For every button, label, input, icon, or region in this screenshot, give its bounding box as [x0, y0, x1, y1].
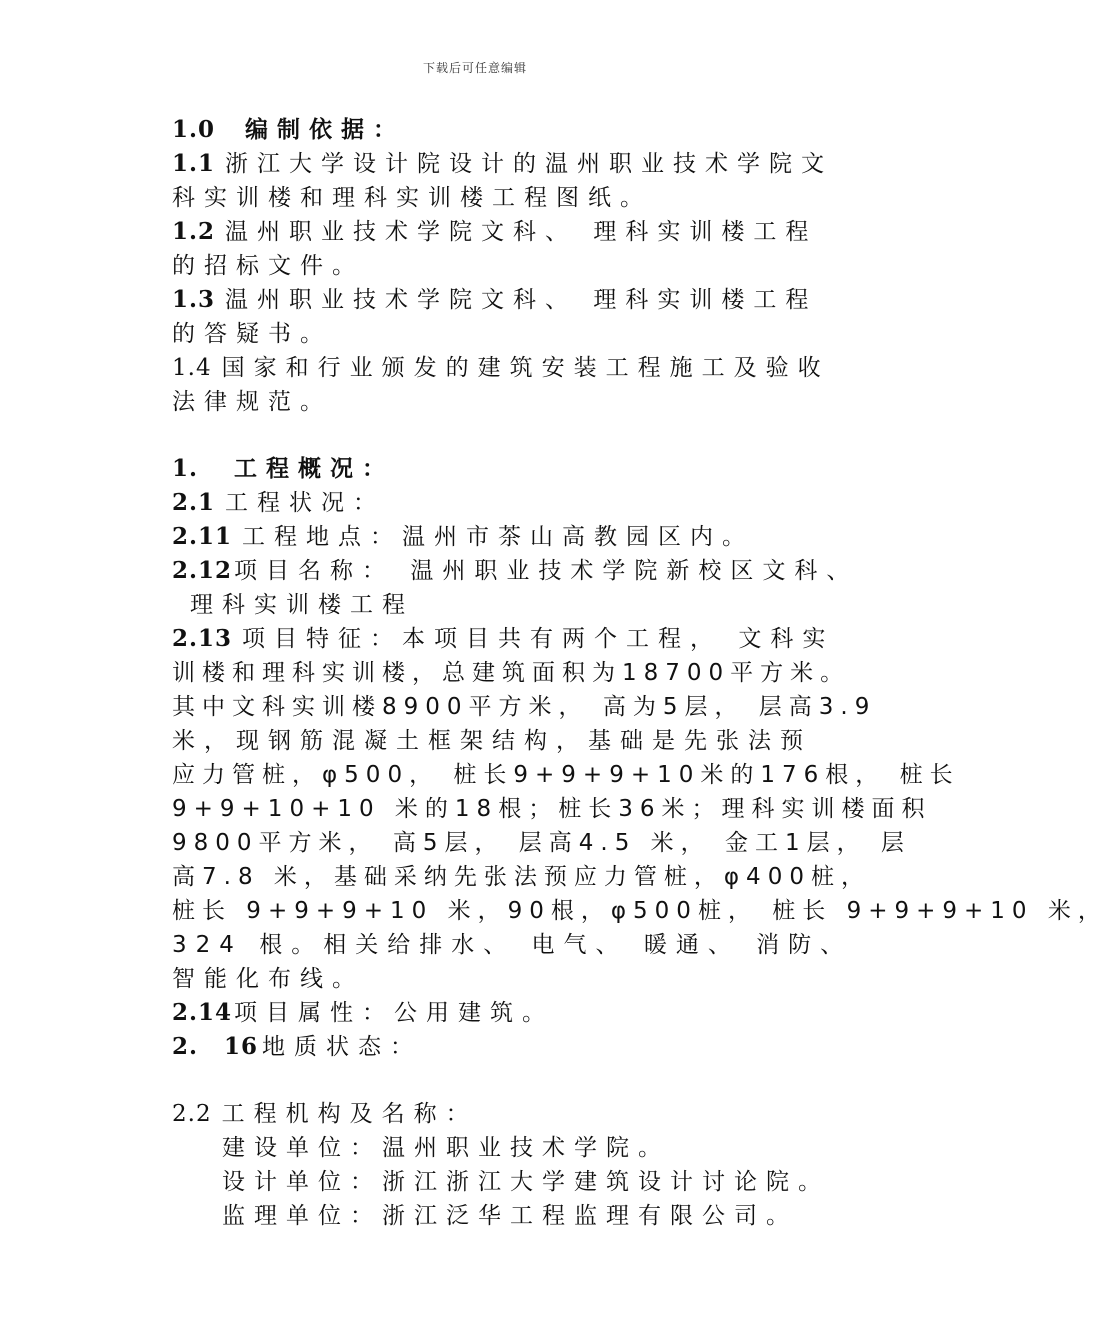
basis-item-1-line1 [172, 147, 862, 181]
overview-item-2-13-line: 米，现钢筋混凝土框架结构，基础是先张法预 [172, 728, 812, 754]
item-number: 1.2 [172, 218, 216, 245]
item-number-suffix: 16 [224, 1033, 259, 1060]
page-header: 下载后可任意编辑 [422, 61, 527, 75]
basis-item-2-line2: 的招标文件。 [172, 253, 364, 279]
item-number: 2. [172, 1033, 199, 1060]
overview-sub-2-1 [172, 486, 862, 520]
overview-item-2-13-line: 智能化布线。 [172, 966, 364, 992]
item-number: 2.14 [172, 999, 233, 1026]
item-number: 2.12 [172, 557, 233, 584]
item-text: 工程状况： [225, 490, 386, 516]
item-text: 工程地点：温州市茶山高教园区内。 [242, 524, 755, 550]
overview-item-2-13-line: 9800平方米， 高5层， 层高4.5 米， 金工1层， 层 [172, 830, 911, 856]
section-number: 1.0 [172, 116, 216, 143]
supervision-unit: 监理单位：浙江泛华工程监理有限公司。 [222, 1203, 798, 1229]
item-number: 1.3 [172, 286, 216, 313]
overview-item-2-13-line: 高7.8 米，基础采纳先张法预应力管桩，φ400桩， [172, 864, 871, 890]
overview-item-2-13-line1 [172, 622, 862, 656]
construction-unit: 建设单位：温州职业技术学院。 [222, 1135, 670, 1161]
item-number: 2.2 [172, 1101, 212, 1127]
basis-item-4-line1 [172, 351, 862, 385]
item-text: 项目特征：本项目共有两个工程， 文科实 [242, 626, 835, 652]
section-heading-overview [172, 452, 862, 486]
section-title: 工程概况： [234, 456, 395, 482]
overview-item-2-13-line: 324 根。相关给排水、 电气、 暖通、 消防、 [172, 932, 853, 958]
basis-item-4-line2: 法律规范。 [172, 389, 332, 415]
item-text: 浙江大学设计院设计的温州职业技术学院文 [225, 151, 834, 177]
item-text: 工程机构及名称： [221, 1101, 478, 1127]
design-unit: 设计单位：浙江浙江大学建筑设计讨论院。 [222, 1169, 830, 1195]
section-title: 编制依据： [245, 117, 406, 143]
item-text: 温州职业技术学院文科、 理科实训楼工程 [225, 219, 818, 245]
item-number: 1.1 [172, 150, 216, 177]
section-number: 1. [172, 455, 199, 482]
item-text: 项目属性：公用建筑。 [234, 1000, 555, 1026]
overview-item-2-13-line: 桩长 9+9+9+10 米，90根，φ500桩， 桩长 9+9+9+10 米， [172, 898, 1108, 924]
overview-item-2-13-line: 应力管桩，φ500， 桩长9+9+9+10米的176根， 桩长 [172, 762, 960, 788]
overview-item-2-11 [172, 520, 862, 554]
overview-item-2-13-line: 训楼和理科实训楼，总建筑面积为18700平方米。 [172, 660, 851, 686]
spacer [172, 1064, 862, 1097]
spacer [172, 419, 862, 452]
overview-item-2-16 [172, 1030, 862, 1064]
document-body [172, 113, 1108, 1233]
basis-item-3-line1 [172, 283, 862, 317]
section-heading-basis [172, 113, 862, 147]
item-text: 地质状态： [262, 1034, 423, 1060]
overview-item-2-14 [172, 996, 862, 1030]
overview-item-2-13-line: 其中文科实训楼8900平方米， 高为5层， 层高3.9 [172, 694, 877, 720]
overview-sub-2-2 [172, 1097, 862, 1131]
item-number: 2.1 [172, 489, 216, 516]
overview-item-2-13-line: 9+9+10+10 米的18根；桩长36米；理科实训楼面积 [172, 796, 932, 822]
basis-item-1-line2: 科实训楼和理科实训楼工程图纸。 [172, 185, 652, 211]
item-text: 国家和行业颁发的建筑安装工程施工及验收 [221, 355, 830, 381]
basis-item-2-line1 [172, 215, 862, 249]
overview-item-2-12-line1 [172, 554, 862, 588]
item-number: 2.13 [172, 625, 233, 652]
item-number: 2.11 [172, 523, 233, 550]
item-text: 项目名称： 温州职业技术学院新校区文科、 [234, 558, 859, 584]
item-number: 1.4 [172, 355, 212, 381]
basis-item-3-line2: 的答疑书。 [172, 321, 332, 347]
overview-item-2-12-line2: 理科实训楼工程 [190, 592, 414, 618]
item-text: 温州职业技术学院文科、 理科实训楼工程 [225, 287, 818, 313]
